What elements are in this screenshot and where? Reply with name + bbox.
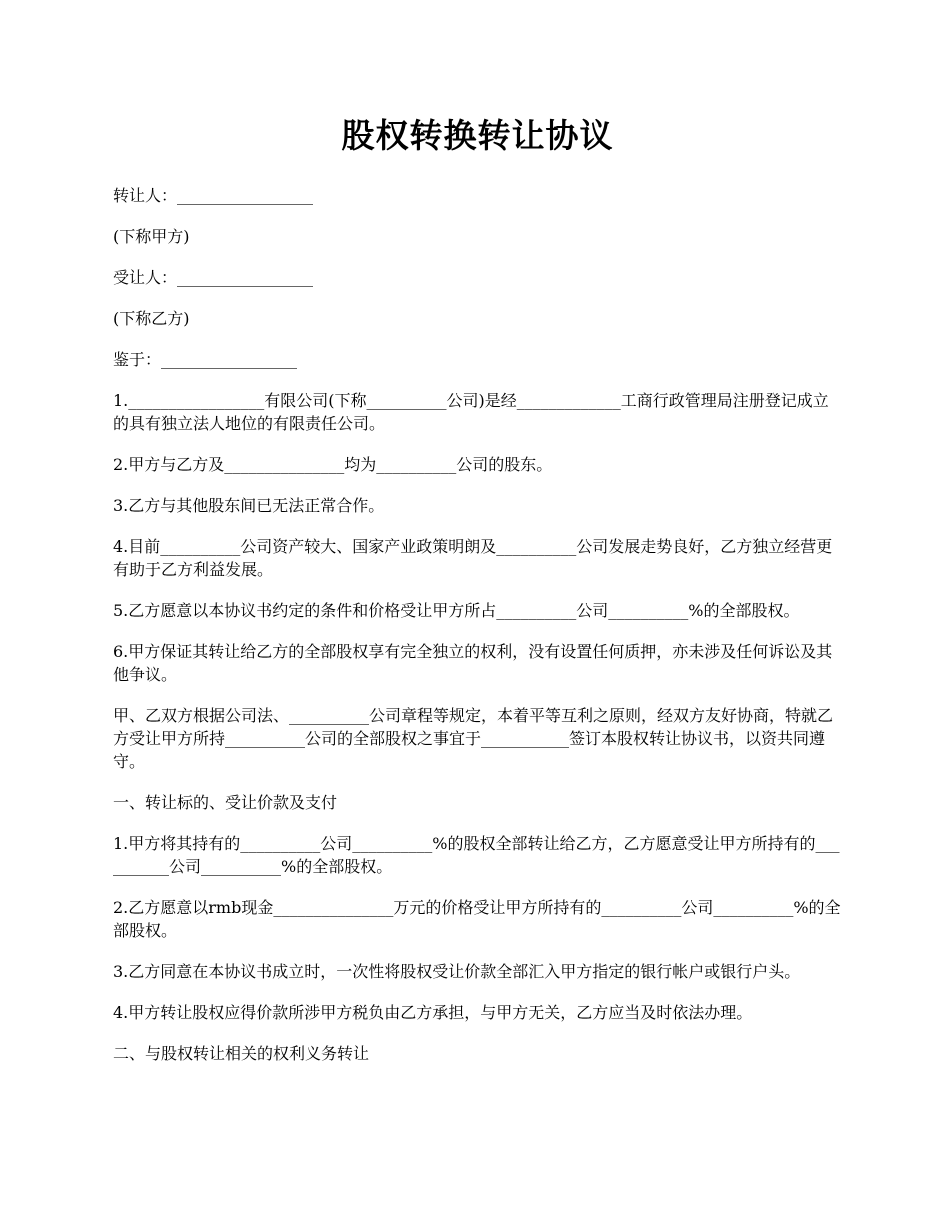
paragraph-party-b: (下称乙方): [113, 309, 190, 328]
document-title: 股权转换转让协议: [341, 116, 614, 155]
paragraph-recital-3: 3.乙方与其他股东间已无法正常合作。: [113, 496, 385, 515]
section-heading-2: 二、与股权转让相关的权利义务转让: [113, 1044, 370, 1063]
paragraph-clause-1-3: 3.乙方同意在本协议书成立时，一次性将股权受让价款全部汇入甲方指定的银行帐户或银行户头。: [113, 962, 801, 981]
paragraph-transferor: 转让人：_________________: [113, 186, 314, 205]
paragraph-recital-5: 5.乙方愿意以本协议书约定的条件和价格受让甲方所占__________公司__________%的全部股权。: [113, 601, 800, 620]
section-heading-1: 一、转让标的、受让价款及支付: [113, 793, 338, 812]
paragraph-recital-1: 1._________________有限公司(下称__________公司)是经_____________工商行政管理局注册登记成立的具有独立法人地位的有限责任公司。: [113, 391, 829, 433]
paragraph-clause-1-1: 1.甲方将其持有的__________公司__________%的股权全部转让给乙方，乙方愿意受让甲方所持有的__________公司__________%的全部股权。: [113, 834, 840, 876]
paragraph-preamble: 甲、乙双方根据公司法、__________公司章程等规定，本着平等互利之原则，经双方友好协商，特就乙方受让甲方所持__________公司的全部股权之事宜于___________签订本股权转让协议书，以资共同遵守。: [113, 706, 834, 771]
paragraph-recital-6: 6.甲方保证其转让给乙方的全部股权享有完全独立的权利，没有设置任何质押，亦未涉及任何诉讼及其他争议。: [113, 642, 833, 684]
paragraph-transferee: 受让人：_________________: [113, 268, 314, 287]
paragraph-clause-1-4: 4.甲方转让股权应得价款所涉甲方税负由乙方承担，与甲方无关，乙方应当及时依法办理。: [113, 1003, 753, 1022]
paragraph-whereas: 鉴于：_________________: [113, 350, 298, 369]
paragraph-recital-2: 2.甲方与乙方及_______________均为__________公司的股东。: [113, 455, 553, 474]
paragraph-party-a: (下称甲方): [113, 227, 190, 246]
paragraph-clause-1-2: 2.乙方愿意以rmb现金_______________万元的价格受让甲方所持有的__________公司__________%的全部股权。: [113, 898, 841, 940]
paragraph-recital-4: 4.目前__________公司资产较大、国家产业政策明朗及__________公司发展走势良好，乙方独立经营更有助于乙方利益发展。: [113, 537, 833, 579]
